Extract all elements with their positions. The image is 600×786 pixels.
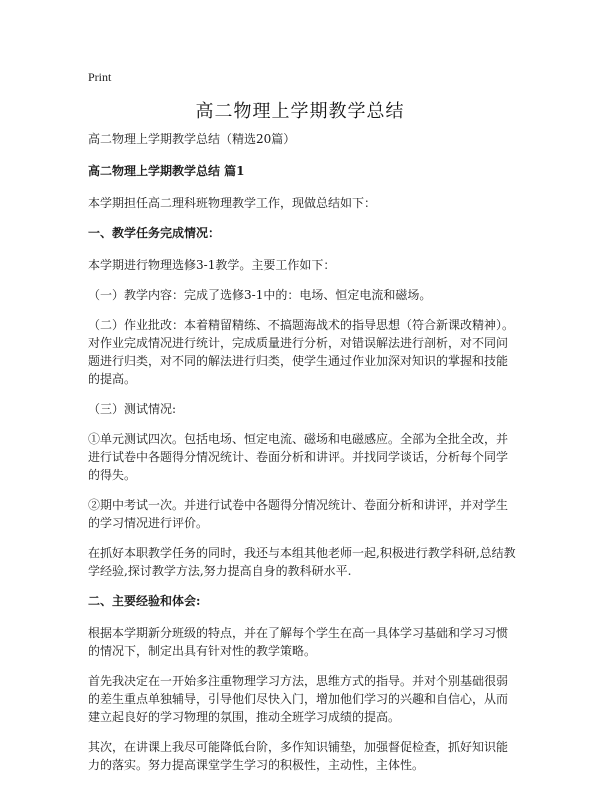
document-title: 高二物理上学期教学总结	[195, 101, 405, 122]
section1-heading: 一、教学任务完成情况：	[88, 226, 221, 240]
intro-paragraph: 本学期担任高二理科班物理教学工作，现做总结如下：	[88, 196, 377, 210]
section1-intro: 本学期进行物理选修3-1教学。主要工作如下：	[88, 258, 336, 272]
item-tests: （三）测试情况:	[88, 402, 177, 416]
section2-paragraph-3: 其次，在讲课上我尽可能降低台阶，多作知识铺垫，加强督促检查，抓好知识能力的落实。努力提高课堂学生学习的积极性，主动性，主体性。	[88, 740, 509, 772]
document-subtitle: 高二物理上学期教学总结（精选20篇）	[88, 132, 296, 146]
section2-paragraph-1: 根据本学期新分班级的特点，并在了解每个学生在高一具体学习基础和学习习惯的情况下，制定出具有针对性的教学策略。	[88, 626, 509, 658]
item-unit-tests: ①单元测试四次。包括电场、恒定电流、磁场和电磁感应。全部为全批全改，并进行试卷中各题得分情况统计、卷面分析和讲评。并找同学谈话，分析每个同学的得失。	[88, 432, 509, 482]
print-label: Print	[88, 70, 112, 84]
document-body	[88, 130, 518, 786]
section2-heading: 二、主要经验和体会:	[88, 594, 201, 608]
article-title: 高二物理上学期教学总结 篇1	[88, 164, 245, 178]
section2-paragraph-2: 首先我决定在一开始多注重物理学习方法，思维方式的指导。并对个别基础很弱的差生重点单独辅导，引导他们尽快入门，增加他们学习的兴趣和自信心，从而建立起良好的学习物理的氛围，推动全班学习成绩的提高。	[88, 674, 509, 724]
research-paragraph: 在抓好本职教学任务的同时，我还与本组其他老师一起,积极进行教学科研,总结教学经验,探讨教学方法,努力提高自身的教科研水平.	[88, 546, 516, 578]
item-midterm: ②期中考试一次。并进行试卷中各题得分情况统计、卷面分析和讲评，并对学生的学习情况进行评价。	[88, 498, 509, 530]
item-homework: （二）作业批改：本着精留精练、不搞题海战术的指导思想（符合新课改精神）。对作业完成情况进行统计，完成质量进行分析，对错误解法进行剖析，对不同问题进行归类，对不同的解法进行归类，使学生通过作业加深对知识的掌握和技能的提高。	[88, 318, 515, 386]
item-teaching-content: （一）教学内容：完成了选修3-1中的：电场、恒定电流和磁场。	[88, 288, 432, 302]
